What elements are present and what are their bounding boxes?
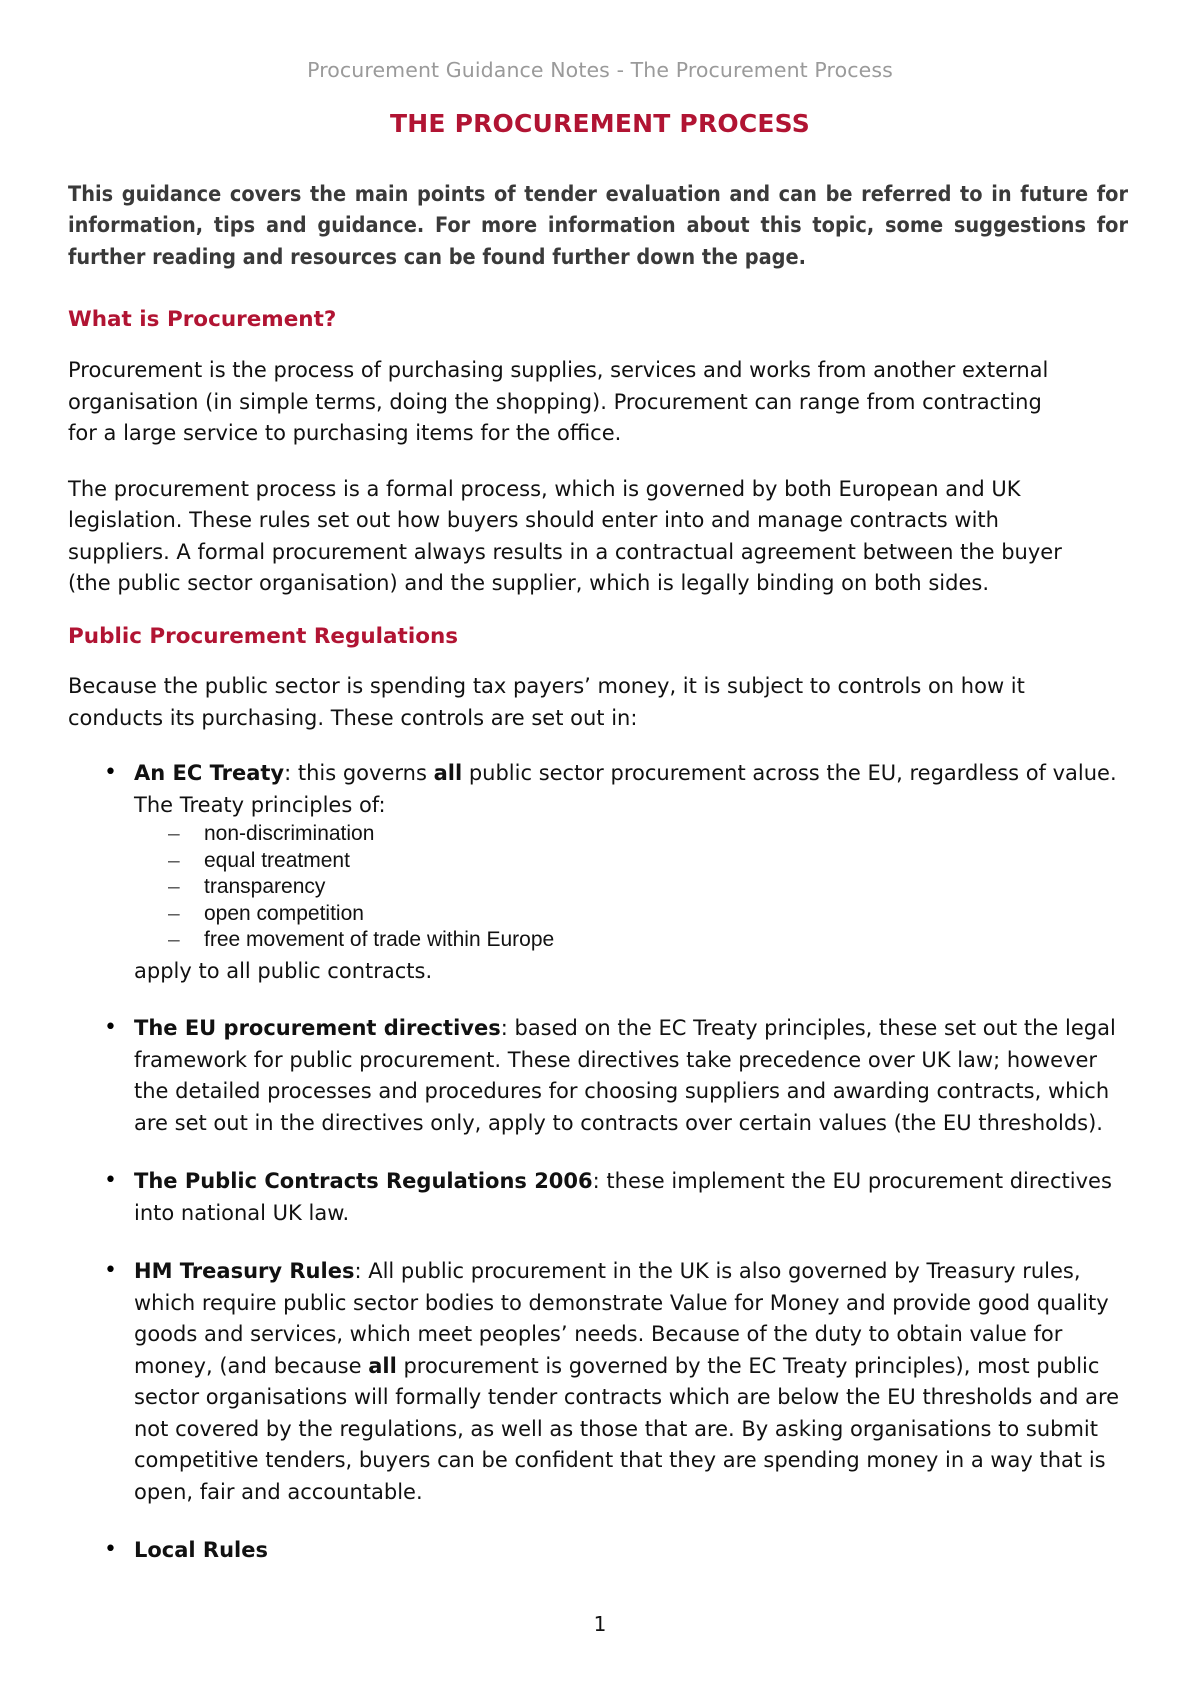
intro-paragraph: This guidance covers the main points of tender evaluation and can be referred to in future for information, tips and guidance. For more information about this topic, some suggestions for further reading and resources can be found further down the page. (68, 181, 1128, 270)
dash-marker-icon: – (168, 875, 180, 899)
bullet-marker-icon: • (104, 1015, 117, 1041)
paragraph: Procurement is the process of purchasing supplies, services and works from another external organisation (in simple terms, doing the shopping). Procurement can range from contracting for a large service to purchasing items for the office. (68, 358, 1049, 446)
sublist-item-label: equal treatment (204, 848, 350, 872)
treaty-principles-sublist (134, 821, 1132, 953)
list-item (68, 1535, 1132, 1567)
list-item-text-continued: procurement is governed by the EC Treaty principles), most public sector organisations will formally tender contracts which are below the EU thresholds and are not covered by the regulations, as well as those that are. By asking organisations to submit competitive tenders, buyers can be confident that they are spending money in a way that is open, fair and accountable. (134, 1353, 1120, 1504)
dash-marker-icon: – (168, 928, 180, 952)
list-item-text-continued: public sector procurement across the EU, regardless of value. The Treaty principles of: (134, 761, 1117, 817)
list-item-trailing-text: apply to all public contracts. (134, 958, 433, 983)
list-item (68, 1256, 1132, 1508)
list-item (134, 927, 1132, 953)
sublist-item-label: transparency (204, 875, 326, 899)
emphasis-text: all (433, 761, 463, 786)
list-item-term: Local Rules (134, 1538, 268, 1563)
bullet-marker-icon: • (104, 1168, 117, 1194)
bullet-marker-icon: • (104, 760, 117, 786)
dash-marker-icon: – (168, 848, 180, 872)
list-item-text: : All public procurement in the UK is also governed by Treasury rules, which require public sector bodies to demonstrate Value for Money and provide good quality goods and services, which meet peoples’ needs. Because of the duty to obtain value for money, (and because (134, 1259, 1109, 1378)
regulations-bullet-list (68, 758, 1132, 1566)
list-item-text: : these implement the EU procurement directives into national UK law. (134, 1169, 1112, 1225)
sublist-item-label: open competition (204, 901, 364, 925)
sublist-item-label: free movement of trade within Europe (204, 928, 555, 952)
sublist-item-label: non-discrimination (204, 822, 375, 846)
emphasis-text: all (368, 1353, 397, 1378)
list-item-term: HM Treasury Rules (134, 1259, 355, 1284)
running-header: Procurement Guidance Notes - The Procurement Process (307, 58, 893, 82)
list-item (134, 821, 1132, 847)
list-item-term: The EU procurement directives (134, 1016, 501, 1041)
list-item (134, 901, 1132, 927)
list-item (134, 874, 1132, 900)
page-number: 1 (593, 1612, 607, 1636)
bullet-marker-icon: • (104, 1537, 117, 1563)
list-item-term: An EC Treaty (134, 761, 285, 786)
section-heading-public-procurement-regulations: Public Procurement Regulations (68, 623, 459, 649)
section-heading-what-is-procurement: What is Procurement? (68, 307, 337, 333)
page-title: THE PROCUREMENT PROCESS (390, 108, 810, 138)
dash-marker-icon: – (168, 901, 180, 925)
list-item-text: : this governs (284, 761, 434, 786)
bullet-marker-icon: • (104, 1258, 117, 1284)
dash-marker-icon: – (168, 822, 180, 846)
list-item-term: The Public Contracts Regulations 2006 (134, 1169, 593, 1194)
list-item (68, 1013, 1132, 1139)
list-item (134, 848, 1132, 874)
paragraph: Because the public sector is spending tax payers’ money, it is subject to controls on how it conducts its purchasing. These controls are set out in: (68, 674, 1025, 730)
list-item-text: : based on the EC Treaty principles, these set out the legal framework for public procurement. These directives take precedence over UK law; however the detailed processes and procedures for choosing suppliers and awarding contracts, which are set out in the directives only, apply to contracts over certain values (the EU thresholds). (134, 1016, 1116, 1135)
paragraph: The procurement process is a formal process, which is governed by both European and UK legislation. These rules set out how buyers should enter into and manage contracts with suppliers. A formal procurement always results in a contractual agreement between the buyer (the public sector organisation) and the supplier, which is legally binding on both sides. (68, 476, 1062, 596)
list-item (68, 1166, 1132, 1229)
list-item (68, 758, 1132, 986)
